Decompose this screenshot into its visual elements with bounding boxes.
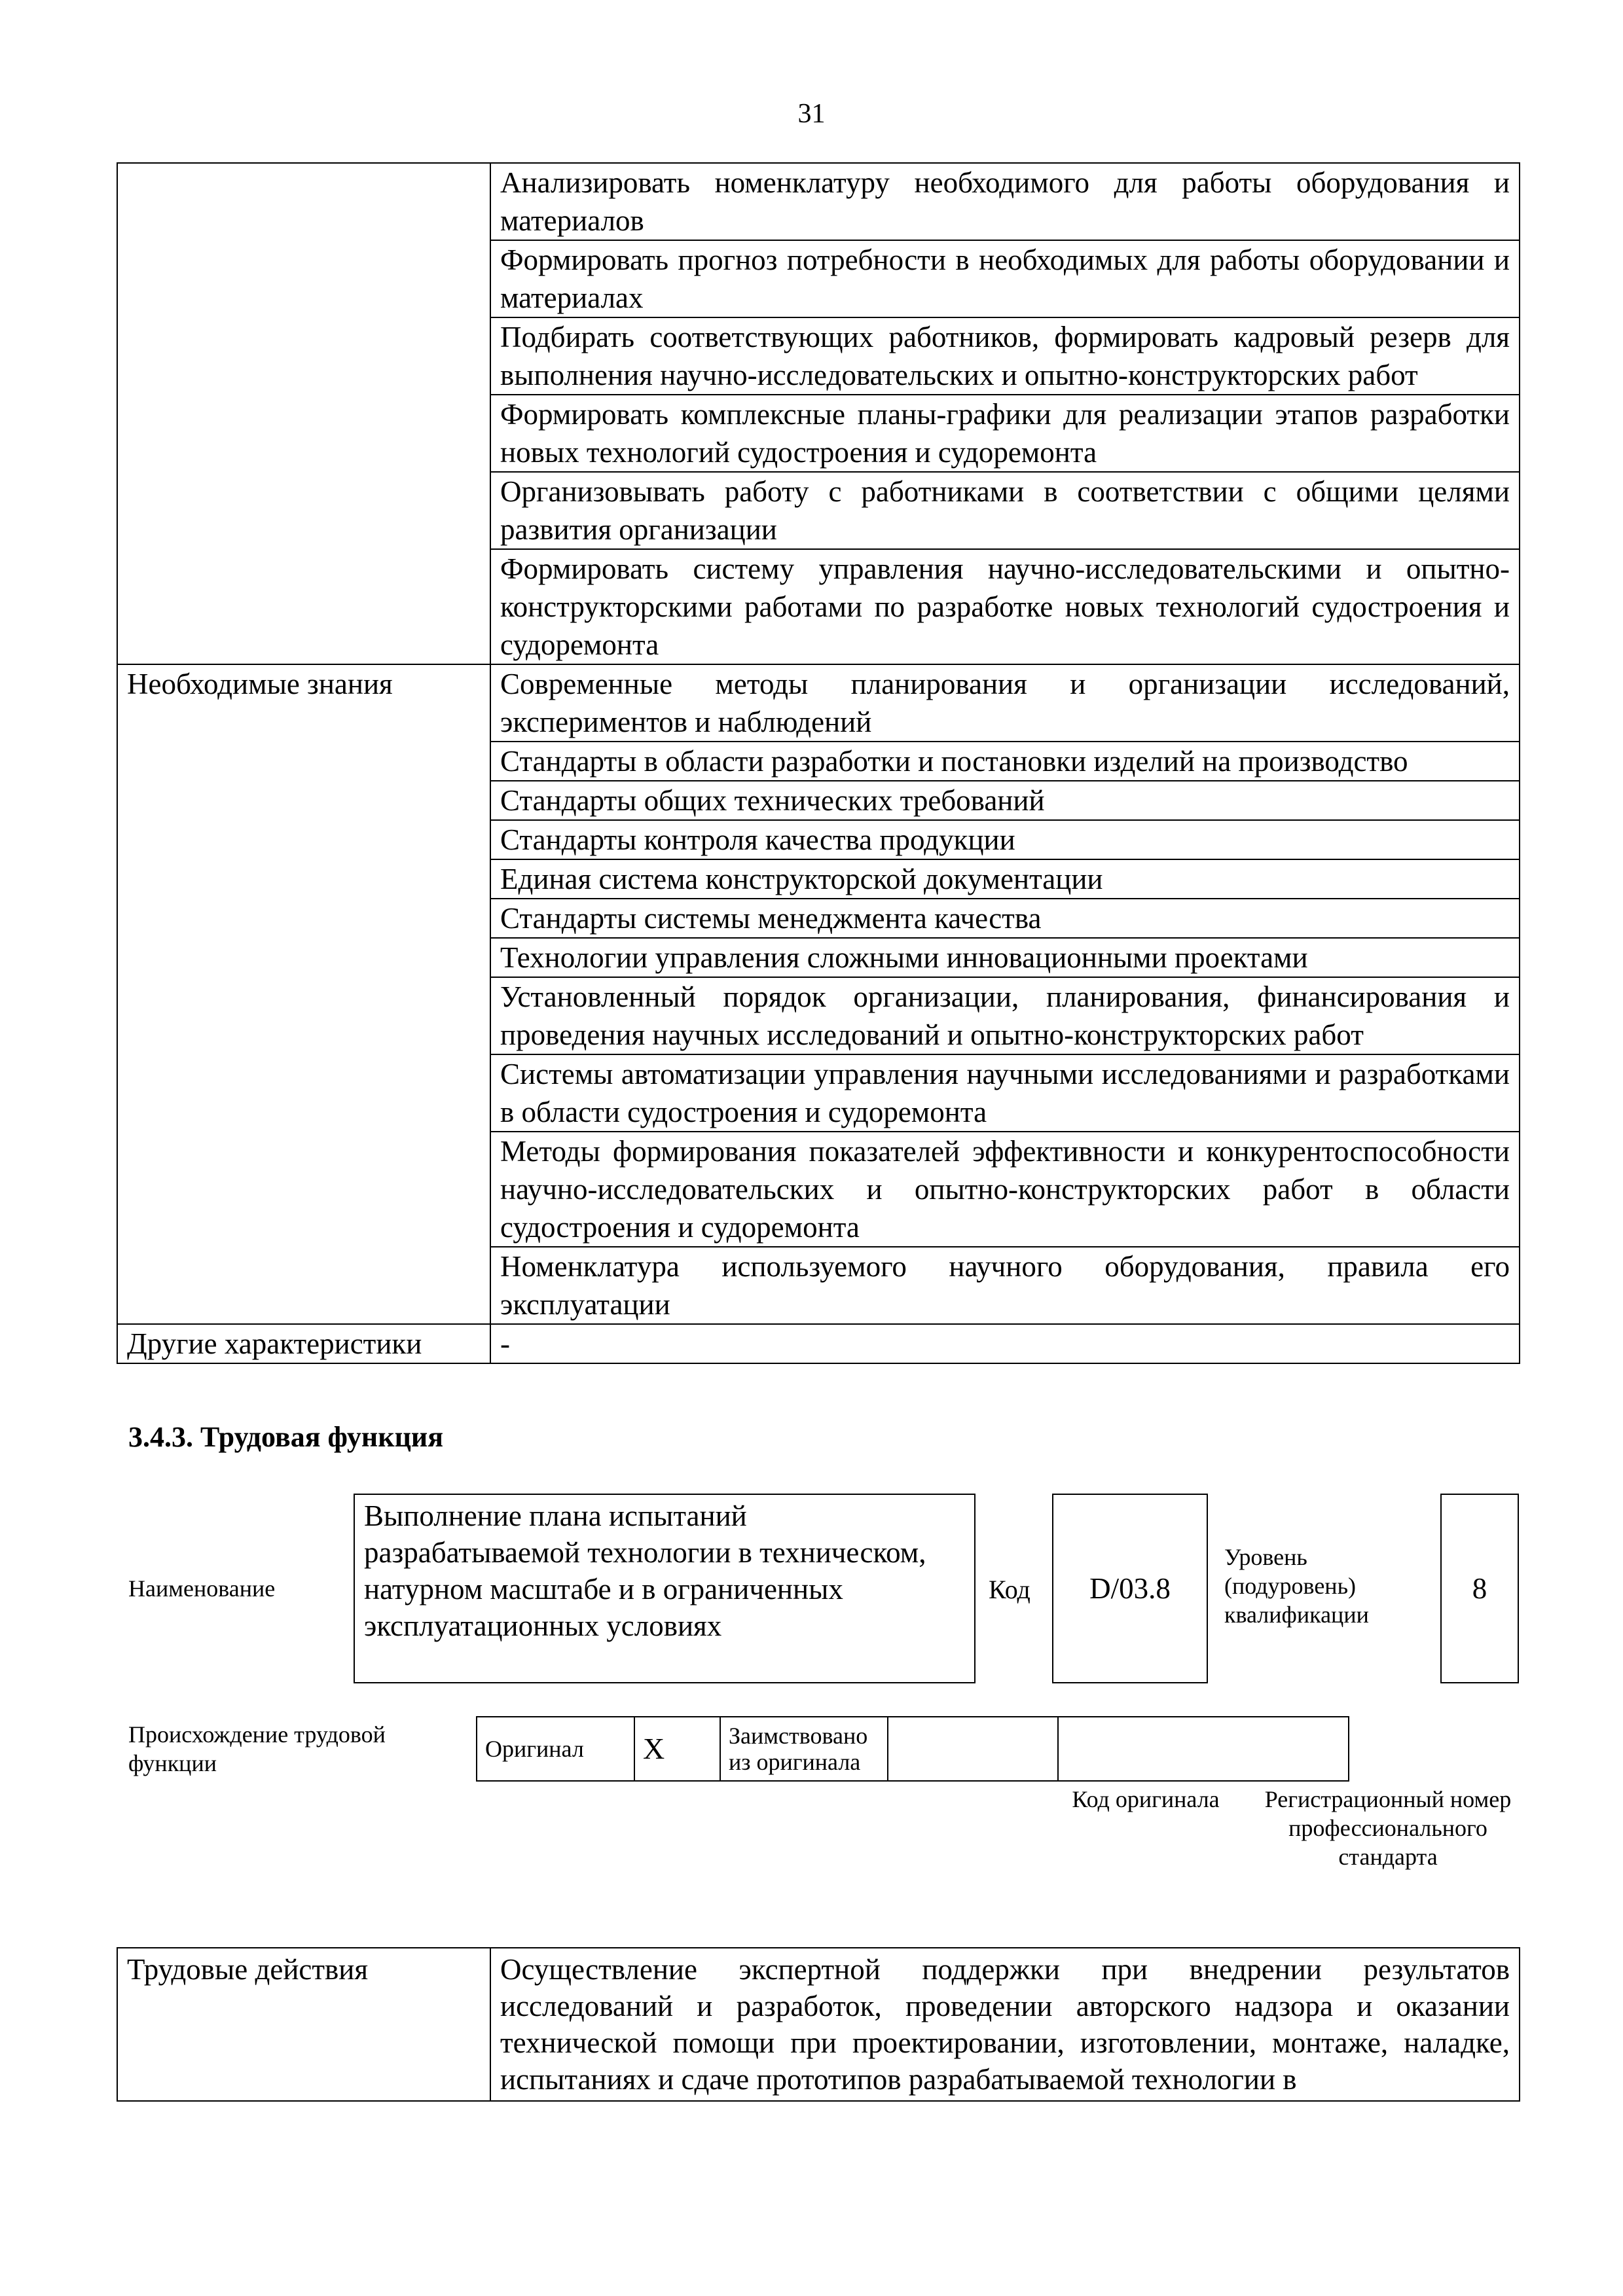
level-label: Уровень (подуровень) квалификации [1224,1544,1369,1628]
knowledge-item: Номенклатура используемого научного оборудования, правила его эксплуатации [490,1247,1520,1324]
code-value-box: D/03.8 [1052,1494,1208,1683]
page-number: 31 [797,99,826,129]
knowledge-item: Стандарты контроля качества продукции [490,820,1520,859]
knowledge-item: Стандарты общих технических требований [490,781,1520,820]
knowledge-item: Стандарты системы менеджмента качества [490,899,1520,938]
reg-number-caption: Регистрационный номер профессионального стандарта [1264,1786,1512,1870]
original-mark: X [634,1717,720,1781]
skill-item: Формировать систему управления научно-исследовательскими и опытно-конструкторскими работами по разработке новых технологий судостроения и судоремонта [490,549,1520,664]
requirements-table [117,162,1520,1364]
knowledge-item: Стандарты в области разработки и постановки изделий на производство [490,742,1520,781]
origin-label: Происхождение трудовой функции [128,1721,386,1776]
knowledge-item: Технологии управления сложными инновационными проектами [490,938,1520,977]
skill-item: Организовывать работу с работниками в соответствии с общими целями развития организации [490,472,1520,549]
table-row [117,664,1520,742]
other-characteristics-label: Другие характеристики [117,1324,490,1363]
origin-table [476,1716,1349,1782]
actions-label: Трудовые действия [117,1948,490,2101]
code-label: Код [989,1575,1030,1604]
skills-label-cell [117,163,490,664]
table-row [117,163,1520,240]
skill-item: Формировать прогноз потребности в необходимых для работы оборудовании и материалах [490,240,1520,317]
table-row [117,1324,1520,1363]
knowledge-item: Единая система конструкторской документации [490,859,1520,899]
original-label: Оригинал [477,1717,634,1781]
code-original-caption: Код оригинала [1072,1786,1220,1812]
code-original-cell [888,1717,1058,1781]
reg-number-cell [1058,1717,1349,1781]
knowledge-item: Методы формирования показателей эффективности и конкурентоспособности научно-исследовательских и опытно-конструкторских работ в области судостроения и судоремонта [490,1132,1520,1247]
skill-item: Анализировать номенклатуру необходимого для работы оборудования и материалов [490,163,1520,240]
knowledge-item: Современные методы планирования и организации исследований, экспериментов и наблюдений [490,664,1520,742]
table-row [477,1717,1349,1781]
borrowed-label: Заимствовано из оригинала [720,1717,888,1781]
action-item: Осуществление экспертной поддержки при внедрении результатов исследований и разработок, проведении авторского надзора и оказании технической помощи при проектировании, изготовлении, монтаже, наладке, испытаниях и сдаче прототипов разрабатываемой технологии в [490,1948,1520,2101]
skill-item: Формировать комплексные планы-графики для реализации этапов разработки новых технологий судостроения и судоремонта [490,395,1520,472]
name-label: Наименование [128,1575,276,1602]
knowledge-label: Необходимые знания [117,664,490,1324]
level-value-box: 8 [1440,1494,1519,1683]
other-characteristics-value: - [490,1324,1520,1363]
knowledge-item: Системы автоматизации управления научными исследованиями и разработками в области судостроения и судоремонта [490,1054,1520,1132]
knowledge-item: Установленный порядок организации, планирования, финансирования и проведения научных исследований и опытно-конструкторских работ [490,977,1520,1054]
actions-table [117,1947,1520,2102]
function-name-box: Выполнение плана испытаний разрабатываемой технологии в техническом, натурном масштабе и в ограниченных эксплуатационных условиях [354,1494,976,1683]
section-heading: 3.4.3. Трудовая функция [128,1421,444,1453]
table-row [117,1948,1520,2101]
skill-item: Подбирать соответствующих работников, формировать кадровый резерв для выполнения научно-исследовательских и опытно-конструкторских работ [490,317,1520,395]
